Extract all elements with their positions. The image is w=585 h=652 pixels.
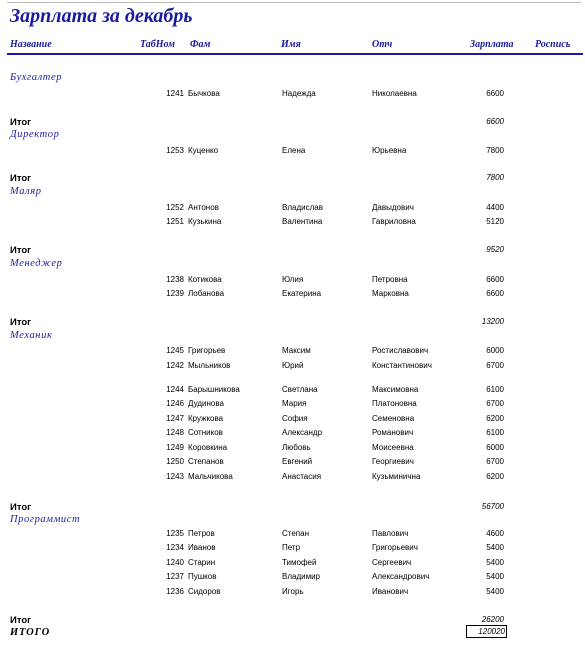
grand-total-box — [466, 625, 507, 638]
table-row — [0, 543, 585, 556]
cell-otch: Платоновна — [372, 399, 417, 408]
cell-id: 1235 — [166, 529, 184, 538]
cell-fam: Котикова — [188, 275, 222, 284]
cell-salary: 4400 — [486, 203, 504, 212]
cell-otch: Юрьевна — [372, 146, 407, 155]
group-total-value: 7800 — [486, 173, 504, 182]
cell-id: 1247 — [166, 414, 184, 423]
cell-fam: Дудинова — [188, 399, 224, 408]
cell-imya: Мария — [282, 399, 307, 408]
cell-otch: Кузьминична — [372, 472, 421, 481]
table-row — [0, 428, 585, 441]
cell-id: 1239 — [166, 289, 184, 298]
group-total-label: Итог — [10, 245, 32, 256]
cell-otch: Александрович — [372, 572, 430, 581]
group-total-label: Итог — [10, 173, 32, 184]
group-total-label: Итог — [10, 317, 32, 328]
cell-otch: Романович — [372, 428, 414, 437]
cell-id: 1244 — [166, 385, 184, 394]
cell-salary: 5400 — [486, 558, 504, 567]
table-row — [0, 443, 585, 456]
cell-fam: Мыльников — [188, 361, 231, 370]
cell-otch: Ростиславович — [372, 346, 429, 355]
table-row — [0, 385, 585, 398]
cell-imya: Александр — [282, 428, 323, 437]
group-total-label: Итог — [10, 117, 32, 128]
cell-imya: Светлана — [282, 385, 318, 394]
cell-id: 1236 — [166, 587, 184, 596]
top-rule — [7, 2, 581, 3]
table-row — [0, 361, 585, 374]
cell-imya: Владимир — [282, 572, 321, 581]
cell-id: 1240 — [166, 558, 184, 567]
cell-id: 1243 — [166, 472, 184, 481]
cell-otch: Константинович — [372, 361, 432, 370]
cell-id: 1252 — [166, 203, 184, 212]
group-total-value: 9520 — [486, 245, 504, 254]
cell-imya: София — [282, 414, 308, 423]
grand-total-label: ИТОГО — [10, 627, 50, 638]
table-row — [0, 275, 585, 288]
cell-salary: 6700 — [486, 399, 504, 408]
group-name: Механик — [10, 330, 53, 341]
cell-salary: 6000 — [486, 443, 504, 452]
table-row — [0, 457, 585, 470]
group-total-value: 13200 — [481, 317, 504, 326]
cell-imya: Елена — [282, 146, 306, 155]
cell-otch: Иванович — [372, 587, 409, 596]
cell-imya: Надежда — [282, 89, 316, 98]
group-total-value: 26200 — [481, 615, 504, 624]
col-header-signature: Роспись — [535, 39, 571, 50]
col-header-salary: Зарплата — [470, 39, 514, 50]
cell-fam: Сидоров — [188, 587, 221, 596]
cell-fam: Старин — [188, 558, 216, 567]
cell-id: 1237 — [166, 572, 184, 581]
cell-fam: Коровкина — [188, 443, 228, 452]
header-rule — [7, 53, 583, 55]
cell-otch: Сергеевич — [372, 558, 412, 567]
cell-otch: Семеновна — [372, 414, 415, 423]
table-row — [0, 572, 585, 585]
cell-salary: 6700 — [486, 361, 504, 370]
cell-imya: Юрий — [282, 361, 304, 370]
cell-fam: Кружкова — [188, 414, 224, 423]
group-name: Программист — [10, 514, 81, 525]
cell-id: 1234 — [166, 543, 184, 552]
cell-imya: Тимофей — [282, 558, 317, 567]
report-title: Зарплата за декабрь — [10, 5, 193, 27]
cell-fam: Степанов — [188, 457, 224, 466]
cell-salary: 6100 — [486, 385, 504, 394]
cell-salary: 6200 — [486, 472, 504, 481]
col-header-tabnum: ТабНом — [140, 39, 175, 50]
cell-otch: Георгиевич — [372, 457, 414, 466]
group-name: Маляр — [10, 186, 42, 197]
cell-fam: Лобанова — [188, 289, 225, 298]
table-row — [0, 203, 585, 216]
group-name: Директор — [10, 129, 60, 140]
cell-fam: Сотников — [188, 428, 223, 437]
cell-salary: 6600 — [486, 275, 504, 284]
cell-id: 1241 — [166, 89, 184, 98]
cell-otch: Гавриловна — [372, 217, 416, 226]
table-row — [0, 89, 585, 102]
cell-fam: Бычкова — [188, 89, 220, 98]
table-row — [0, 558, 585, 571]
cell-fam: Петров — [188, 529, 215, 538]
cell-salary: 6700 — [486, 457, 504, 466]
group-name: Бухгалтер — [10, 72, 63, 83]
grand-total-value: 120020 — [478, 627, 505, 636]
cell-imya: Юлия — [282, 275, 304, 284]
cell-id: 1249 — [166, 443, 184, 452]
cell-id: 1238 — [166, 275, 184, 284]
cell-id: 1242 — [166, 361, 184, 370]
cell-imya: Анастасия — [282, 472, 322, 481]
cell-otch: Моисеевна — [372, 443, 414, 452]
cell-fam: Барышникова — [188, 385, 240, 394]
cell-otch: Давыдович — [372, 203, 414, 212]
col-header-otch: Отч — [372, 39, 393, 50]
cell-fam: Иванов — [188, 543, 216, 552]
cell-otch: Петровна — [372, 275, 408, 284]
cell-imya: Максим — [282, 346, 311, 355]
cell-id: 1245 — [166, 346, 184, 355]
table-row — [0, 399, 585, 412]
cell-salary: 6100 — [486, 428, 504, 437]
group-total-value: 6600 — [486, 117, 504, 126]
cell-fam: Кузькина — [188, 217, 222, 226]
table-row — [0, 289, 585, 302]
cell-salary: 5400 — [486, 572, 504, 581]
cell-otch: Николаевна — [372, 89, 417, 98]
group-total-label: Итог — [10, 502, 32, 513]
cell-id: 1250 — [166, 457, 184, 466]
group-name: Менеджер — [10, 258, 63, 269]
cell-fam: Григорьев — [188, 346, 226, 355]
group-total-label: Итог — [10, 615, 32, 626]
cell-id: 1251 — [166, 217, 184, 226]
cell-imya: Любовь — [282, 443, 311, 452]
cell-salary: 6600 — [486, 89, 504, 98]
cell-salary: 5400 — [486, 587, 504, 596]
cell-imya: Петр — [282, 543, 301, 552]
cell-otch: Григорьевич — [372, 543, 418, 552]
cell-imya: Степан — [282, 529, 309, 538]
cell-salary: 6000 — [486, 346, 504, 355]
table-row — [0, 587, 585, 600]
cell-salary: 7800 — [486, 146, 504, 155]
table-row — [0, 414, 585, 427]
cell-imya: Евгений — [282, 457, 313, 466]
cell-imya: Валентина — [282, 217, 323, 226]
col-header-fam: Фам — [190, 39, 211, 50]
cell-id: 1248 — [166, 428, 184, 437]
cell-salary: 5120 — [486, 217, 504, 226]
cell-fam: Куценко — [188, 146, 219, 155]
cell-fam: Мальчикова — [188, 472, 233, 481]
table-row — [0, 346, 585, 359]
table-row — [0, 472, 585, 485]
cell-salary: 6200 — [486, 414, 504, 423]
cell-id: 1253 — [166, 146, 184, 155]
table-row — [0, 146, 585, 159]
col-header-name: Название — [10, 39, 52, 50]
cell-otch: Максимовна — [372, 385, 419, 394]
cell-salary: 6600 — [486, 289, 504, 298]
cell-imya: Владислав — [282, 203, 323, 212]
col-header-imya: Имя — [281, 39, 301, 50]
cell-id: 1246 — [166, 399, 184, 408]
group-total-value: 56700 — [481, 502, 504, 511]
cell-otch: Павлович — [372, 529, 409, 538]
cell-otch: Марковна — [372, 289, 409, 298]
cell-fam: Пушков — [188, 572, 217, 581]
cell-fam: Антонов — [188, 203, 219, 212]
cell-salary: 5400 — [486, 543, 504, 552]
cell-imya: Екатерина — [282, 289, 322, 298]
table-row — [0, 529, 585, 542]
table-row — [0, 217, 585, 230]
cell-salary: 4600 — [486, 529, 504, 538]
cell-imya: Игорь — [282, 587, 304, 596]
